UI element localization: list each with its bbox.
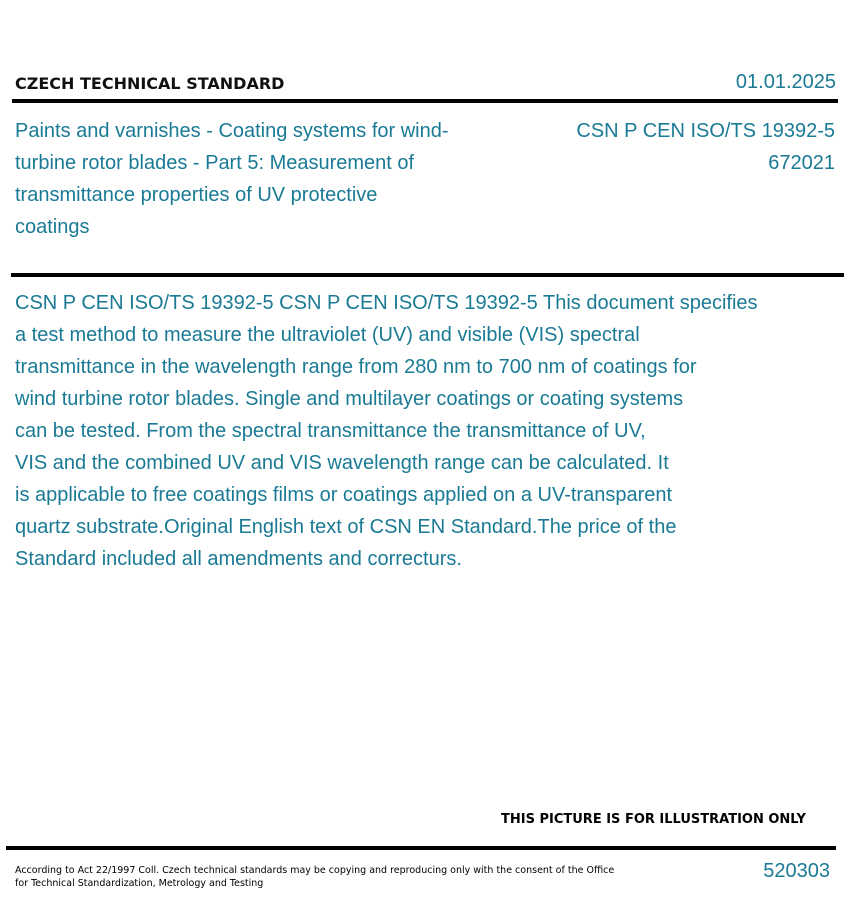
- header-label: CZECH TECHNICAL STANDARD: [15, 74, 285, 93]
- footer-code: 520303: [763, 860, 830, 882]
- document-designation: CSN P CEN ISO/TS 19392-5: [576, 120, 835, 142]
- document-identifiers: [576, 115, 835, 179]
- illustration-note: THIS PICTURE IS FOR ILLUSTRATION ONLY: [501, 812, 806, 827]
- document-title: Paints and varnishes - Coating systems for wind-turbine rotor blades - Part 5: Measurement of transmittance properties of UV protective coatings: [15, 120, 449, 238]
- legal-notice: [15, 864, 615, 890]
- header-date: 01.01.2025: [735, 71, 836, 93]
- middle-rule: [11, 273, 844, 277]
- document-abstract: CSN P CEN ISO/TS 19392-5 CSN P CEN ISO/TS 19392-5 This document specifies a test method to measure the ultraviolet (UV) and visible (VIS) spectral transmittance in the wavelength range from 280 nm to 700 nm of coatings for wind turbine rotor blades. Single and multilayer coatings or coating systems can be tested. From the spectral transmittance the transmittance of UV, VIS and the combined UV and VIS wavelength range can be calculated. It is applicable to free coatings films or coatings applied on a UV-transparent quartz substrate.Original English text of CSN EN Standard.The price of the Standard included all amendments and correcturs.: [15, 292, 758, 570]
- bottom-rule: [6, 846, 836, 850]
- top-rule: [12, 99, 838, 103]
- legal-notice-line-1: According to Act 22/1997 Coll. Czech technical standards may be copying and reproducing only with the consent of the Office: [15, 865, 615, 876]
- legal-notice-line-2: for Technical Standardization, Metrology and Testing: [15, 878, 264, 889]
- document-class-code: 672021: [768, 152, 835, 174]
